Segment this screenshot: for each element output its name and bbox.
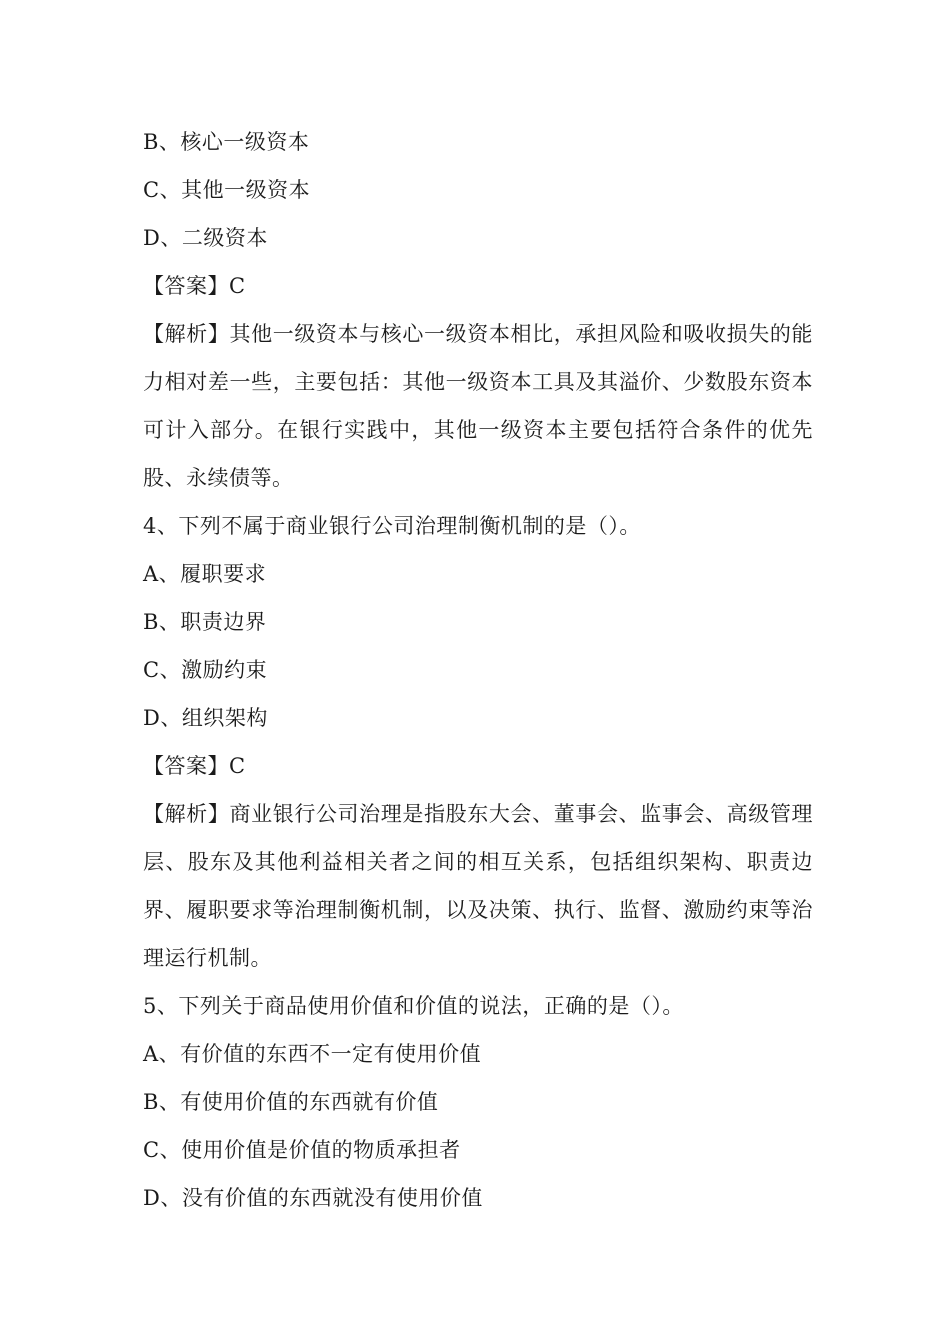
q4-option-a: A、履职要求 (143, 562, 267, 586)
option-d: D、二级资本 (143, 226, 268, 250)
q5-option-d: D、没有价值的东西就没有使用价值 (143, 1186, 483, 1210)
q4-answer: 【答案】C (143, 754, 246, 778)
q4-option-b: B、职责边界 (143, 610, 267, 634)
q4-option-d: D、组织架构 (143, 706, 268, 730)
document-page (143, 118, 813, 1222)
analysis: 【解析】其他一级资本与核心一级资本相比，承担风险和吸收损失的能力相对差一些，主要包括：其他一级资本工具及其溢价、少数股东资本可计入部分。在银行实践中，其他一级资本主要包括符合条件的优先股、永续债等。 (143, 322, 813, 490)
answer: 【答案】C (143, 274, 246, 298)
option-c: C、其他一级资本 (143, 178, 311, 202)
q4-analysis: 【解析】商业银行公司治理是指股东大会、董事会、监事会、高级管理层、股东及其他利益相关者之间的相互关系，包括组织架构、职责边界、履职要求等治理制衡机制，以及决策、执行、监督、激励约束等治理运行机制。 (143, 802, 813, 970)
option-b: B、核心一级资本 (143, 130, 310, 154)
q5-option-b: B、有使用价值的东西就有价值 (143, 1090, 439, 1114)
question-5-stem: 5、下列关于商品使用价值和价值的说法，正确的是（）。 (143, 994, 684, 1018)
q5-option-a: A、有价值的东西不一定有使用价值 (143, 1042, 482, 1066)
q5-option-c: C、使用价值是价值的物质承担者 (143, 1138, 461, 1162)
q4-option-c: C、激励约束 (143, 658, 268, 682)
question-4-stem: 4、下列不属于商业银行公司治理制衡机制的是（）。 (143, 514, 641, 538)
